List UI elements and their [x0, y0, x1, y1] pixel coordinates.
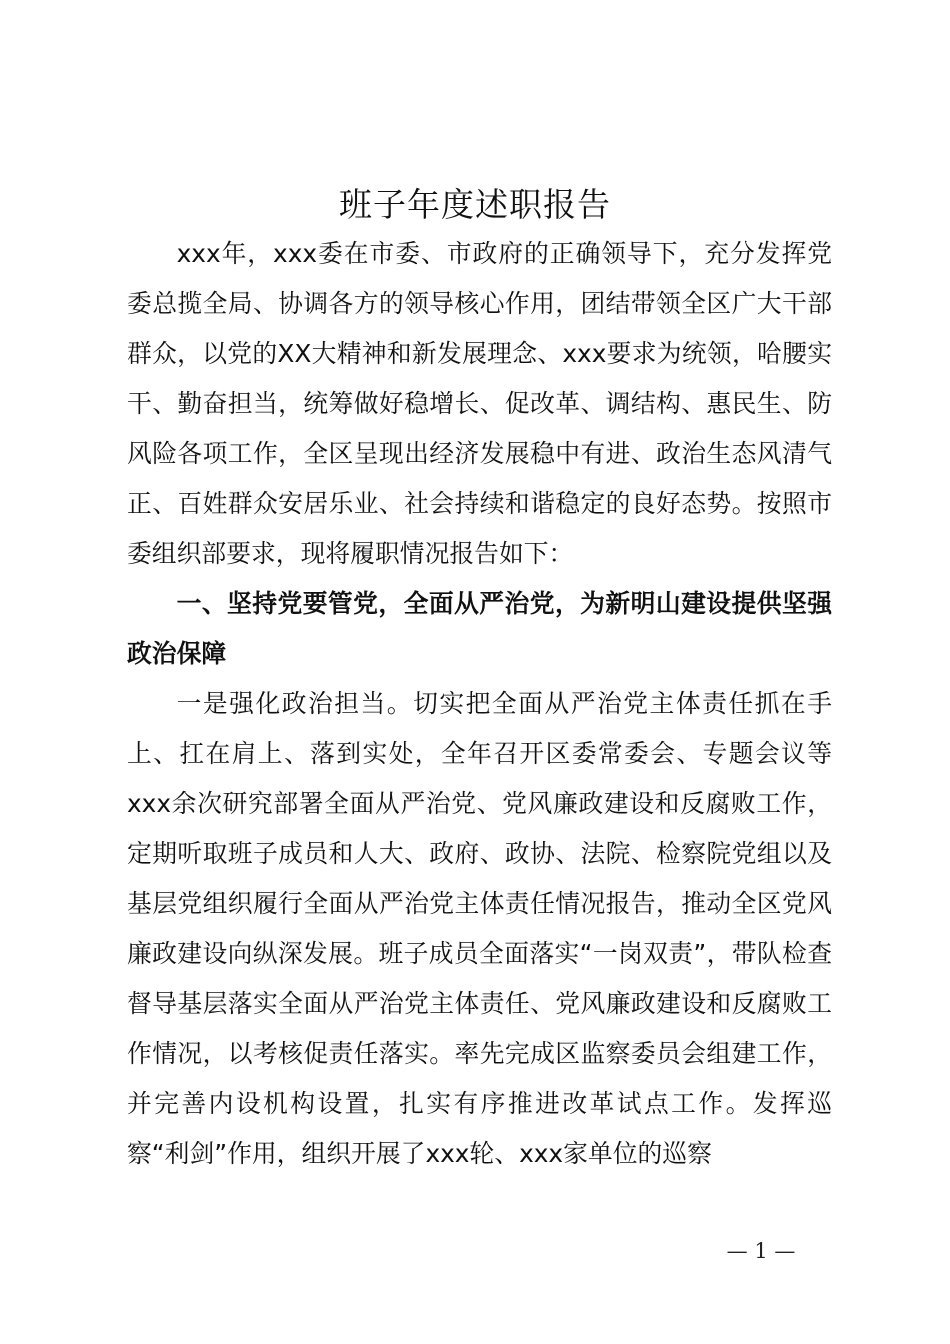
section-heading-1: 一、坚持党要管党，全面从严治党，为新明山建设提供坚强政治保障	[127, 589, 832, 668]
page-number: — 1 —	[726, 1239, 796, 1263]
intro-paragraph: xxx年，xxx委在市委、市政府的正确领导下，充分发挥党委总揽全局、协调各方的领导核心作用，团结带领全区广大干部群众，以党的XX大精神和新发展理念、xxx要求为统领，哈腰实干、勤奋担当，统筹做好稳增长、促改革、调结构、惠民生、防风险各项工作，全区呈现出经济发展稳中有进、政治生态风清气正、百姓群众安居乐业、社会持续和谐稳定的良好态势。按照市委组织部要求，现将履职情况报告如下：	[127, 239, 832, 568]
document-body	[127, 229, 832, 1179]
document-title: 班子年度述职报告	[339, 185, 611, 224]
section-1-paragraph-1: 一是强化政治担当。切实把全面从严治党主体责任抓在手上、扛在肩上、落到实处，全年召开区委常委会、专题会议等xxx余次研究部署全面从严治党、党风廉政建设和反腐败工作，定期听取班子成员和人大、政府、政协、法院、检察院党组以及基层党组织履行全面从严治党主体责任情况报告，推动全区党风廉政建设向纵深发展。班子成员全面落实“一岗双责”，带队检查督导基层落实全面从严治党主体责任、党风廉政建设和反腐败工作情况，以考核促责任落实。率先完成区监察委员会组建工作，并完善内设机构设置，扎实有序推进改革试点工作。发挥巡察“利剑”作用，组织开展了xxx轮、xxx家单位的巡察	[127, 689, 832, 1168]
